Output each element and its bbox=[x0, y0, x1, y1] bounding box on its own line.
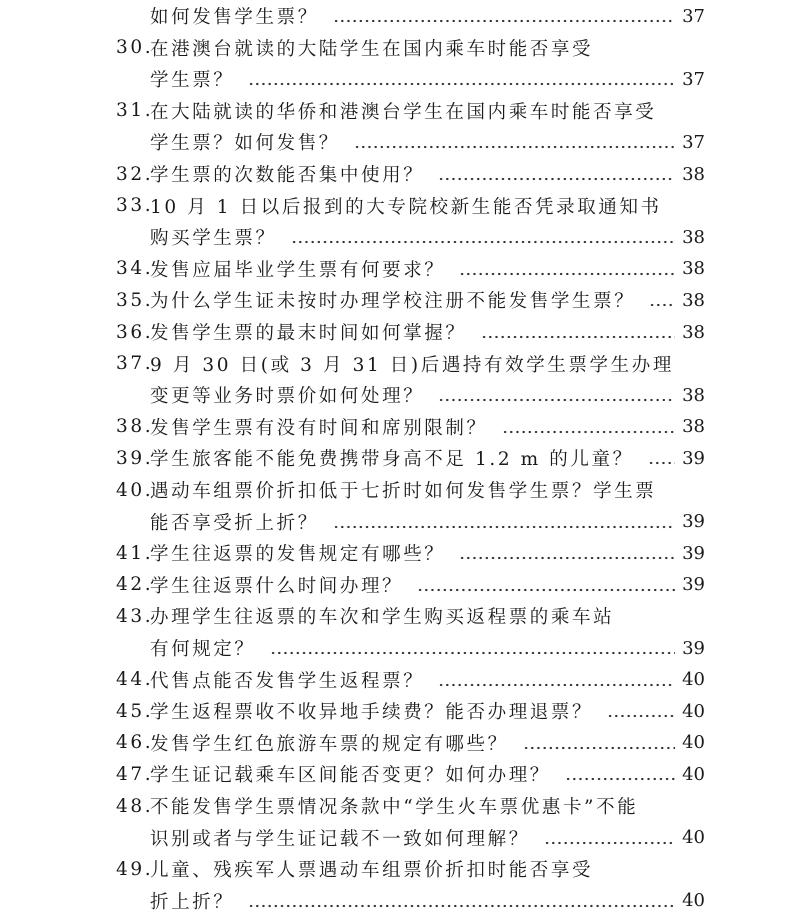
toc-entry-text: 学生证记载乘车区间能否变更？如何办理？ bbox=[150, 765, 551, 787]
toc-line bbox=[0, 632, 800, 664]
toc-entry-number: 33. bbox=[116, 195, 154, 217]
toc-entry-text: 10 月 1 日以后报到的大专院校新生能否凭录取通知书 bbox=[150, 196, 662, 218]
dot-leader bbox=[417, 588, 675, 592]
toc-line bbox=[0, 474, 800, 506]
toc-line bbox=[0, 727, 800, 759]
toc-entry-number: 40. bbox=[116, 479, 154, 501]
toc-entry-text: 不能发售学生票情况条款中“学生火车票优惠卡”不能 bbox=[150, 797, 639, 818]
dot-leader bbox=[333, 19, 675, 23]
toc-entry-text: 学生返程票收不收异地手续费？能否办理退票？ bbox=[150, 702, 594, 724]
toc-entry-text: 为什么学生证未按时办理学校注册不能发售学生票？ bbox=[150, 291, 636, 313]
toc-entry-text: 有何规定？ bbox=[150, 639, 256, 660]
toc-entry-number: 42. bbox=[116, 574, 154, 596]
toc-line bbox=[0, 537, 800, 569]
dot-leader bbox=[438, 177, 675, 181]
toc-line bbox=[0, 664, 800, 696]
dot-leader bbox=[565, 777, 675, 781]
toc-page-number: 40 bbox=[682, 732, 705, 754]
toc-entry-text: 在港澳台就读的大陆学生在国内乘车时能否享受 bbox=[150, 38, 594, 60]
toc-page-number: 40 bbox=[682, 763, 705, 785]
toc-entry-text: 学生票？ bbox=[150, 70, 235, 92]
dot-leader bbox=[649, 303, 675, 307]
toc-entry-number: 31. bbox=[116, 100, 154, 122]
toc-page-number: 39 bbox=[682, 511, 705, 533]
toc-entry-number: 34. bbox=[116, 258, 154, 280]
toc-page-number: 38 bbox=[682, 258, 705, 280]
toc-entry-number: 36. bbox=[116, 321, 154, 343]
dot-leader bbox=[248, 82, 675, 86]
toc-entry-text: 遇动车组票价折扣低于七折时如何发售学生票？学生票 bbox=[150, 481, 657, 502]
toc-entry-text: 9 月 30 日(或 3 月 31 日)后遇持有效学生票学生办理 bbox=[150, 354, 674, 376]
toc-page-number: 40 bbox=[682, 700, 705, 722]
toc-page-number: 39 bbox=[682, 637, 705, 659]
toc-page-number: 38 bbox=[682, 384, 705, 406]
dot-leader bbox=[333, 525, 675, 529]
toc-line bbox=[0, 569, 800, 601]
toc-entry-text: 学生往返票什么时间办理？ bbox=[150, 575, 404, 597]
toc-page-number: 40 bbox=[682, 669, 705, 691]
toc-page-number: 39 bbox=[682, 542, 705, 564]
toc-line bbox=[0, 885, 800, 917]
toc-entry-number: 46. bbox=[116, 732, 154, 754]
toc-page-number: 38 bbox=[682, 416, 705, 438]
dot-leader bbox=[248, 904, 675, 908]
toc-entry-number: 35. bbox=[116, 289, 154, 311]
toc-entry-number: 37. bbox=[116, 353, 154, 375]
dot-leader bbox=[648, 461, 675, 465]
dot-leader bbox=[270, 651, 675, 655]
toc-line bbox=[0, 379, 800, 411]
dot-leader bbox=[544, 841, 675, 845]
toc-line bbox=[0, 95, 800, 127]
toc-page-number: 39 bbox=[682, 447, 705, 469]
toc-entry-number: 32. bbox=[116, 163, 154, 185]
dot-leader bbox=[607, 714, 675, 718]
dot-leader bbox=[438, 683, 675, 687]
toc-entry-text: 发售应届毕业学生票有何要求？ bbox=[150, 259, 446, 281]
toc-entry-number: 47. bbox=[116, 763, 154, 785]
toc-line bbox=[0, 600, 800, 632]
toc-line bbox=[0, 63, 800, 95]
toc-entry-text: 办理学生往返票的车次和学生购买返程票的乘车站 bbox=[150, 607, 615, 629]
dot-leader bbox=[502, 430, 675, 434]
toc-entry-text: 折上折？ bbox=[150, 891, 235, 913]
toc-line bbox=[0, 284, 800, 316]
toc-entry-text: 发售学生票有没有时间和席别限制？ bbox=[150, 417, 488, 439]
toc-line bbox=[0, 221, 800, 253]
toc-entry-text: 如何发售学生票？ bbox=[150, 7, 319, 28]
toc-line bbox=[0, 253, 800, 285]
toc-line bbox=[0, 316, 800, 348]
toc-page-number: 40 bbox=[682, 890, 705, 912]
toc-line bbox=[0, 758, 800, 790]
toc-page-number: 39 bbox=[682, 574, 705, 596]
toc-line bbox=[0, 158, 800, 190]
toc-entry-text: 代售点能否发售学生返程票？ bbox=[150, 670, 425, 692]
toc-line bbox=[0, 822, 800, 854]
toc-line bbox=[0, 790, 800, 822]
toc-entry-text: 儿童、残疾军人票遇动车组票价折扣时能否享受 bbox=[150, 860, 594, 882]
toc-entry-text: 学生票的次数能否集中使用？ bbox=[150, 165, 425, 186]
toc-line bbox=[0, 32, 800, 64]
toc-entry-number: 39. bbox=[116, 447, 154, 469]
toc-line bbox=[0, 442, 800, 474]
toc-entry-text: 发售学生红色旅游车票的规定有哪些？ bbox=[150, 733, 509, 755]
toc-page-number: 38 bbox=[682, 163, 705, 185]
dot-leader bbox=[459, 556, 675, 560]
dot-leader bbox=[438, 398, 675, 402]
toc-entry-text: 购买学生票？ bbox=[150, 228, 277, 250]
toc-line bbox=[0, 411, 800, 443]
toc-entry-number: 43. bbox=[116, 605, 154, 627]
toc-entry-text: 学生旅客能不能免费携带身高不足 1.2 m 的儿童？ bbox=[150, 449, 634, 471]
dot-leader bbox=[481, 335, 675, 339]
toc-line bbox=[0, 126, 800, 158]
toc-line bbox=[0, 853, 800, 885]
toc-entry-text: 在大陆就读的华侨和港澳台学生在国内乘车时能否享受 bbox=[150, 101, 657, 123]
toc-page-number: 37 bbox=[682, 5, 705, 27]
toc-page-number: 40 bbox=[682, 827, 705, 849]
dot-leader bbox=[291, 240, 675, 244]
toc-entry-text: 学生票？如何发售？ bbox=[150, 133, 340, 155]
toc-entry-text: 变更等业务时票价如何处理？ bbox=[150, 386, 425, 408]
toc-line bbox=[0, 190, 800, 222]
toc-entry-number: 45. bbox=[116, 700, 154, 722]
toc-page-number: 38 bbox=[682, 321, 705, 343]
toc-entry-text: 发售学生票的最末时间如何掌握？ bbox=[150, 323, 467, 344]
toc-entry-text: 识别或者与学生证记载不一致如何理解？ bbox=[150, 828, 530, 850]
toc-line bbox=[0, 695, 800, 727]
toc-entry-text: 学生往返票的发售规定有哪些？ bbox=[150, 544, 446, 566]
toc-entry-number: 48. bbox=[116, 795, 154, 817]
dot-leader bbox=[459, 272, 675, 276]
dot-leader bbox=[354, 145, 675, 149]
toc-page-number: 37 bbox=[682, 131, 705, 153]
dot-leader bbox=[523, 746, 675, 750]
toc-entry-number: 41. bbox=[116, 542, 154, 564]
toc-page-number: 38 bbox=[682, 289, 705, 311]
toc-page-number: 37 bbox=[682, 68, 705, 90]
toc-entry-text: 能否享受折上折？ bbox=[150, 512, 319, 534]
toc-entry-number: 30. bbox=[116, 37, 154, 59]
toc-entry-number: 38. bbox=[116, 416, 154, 438]
toc-line bbox=[0, 0, 800, 32]
toc-line bbox=[0, 348, 800, 380]
toc-entry-number: 44. bbox=[116, 669, 154, 691]
toc-page-number: 38 bbox=[682, 226, 705, 248]
toc-entry-number: 49. bbox=[116, 858, 154, 880]
toc-line bbox=[0, 506, 800, 538]
